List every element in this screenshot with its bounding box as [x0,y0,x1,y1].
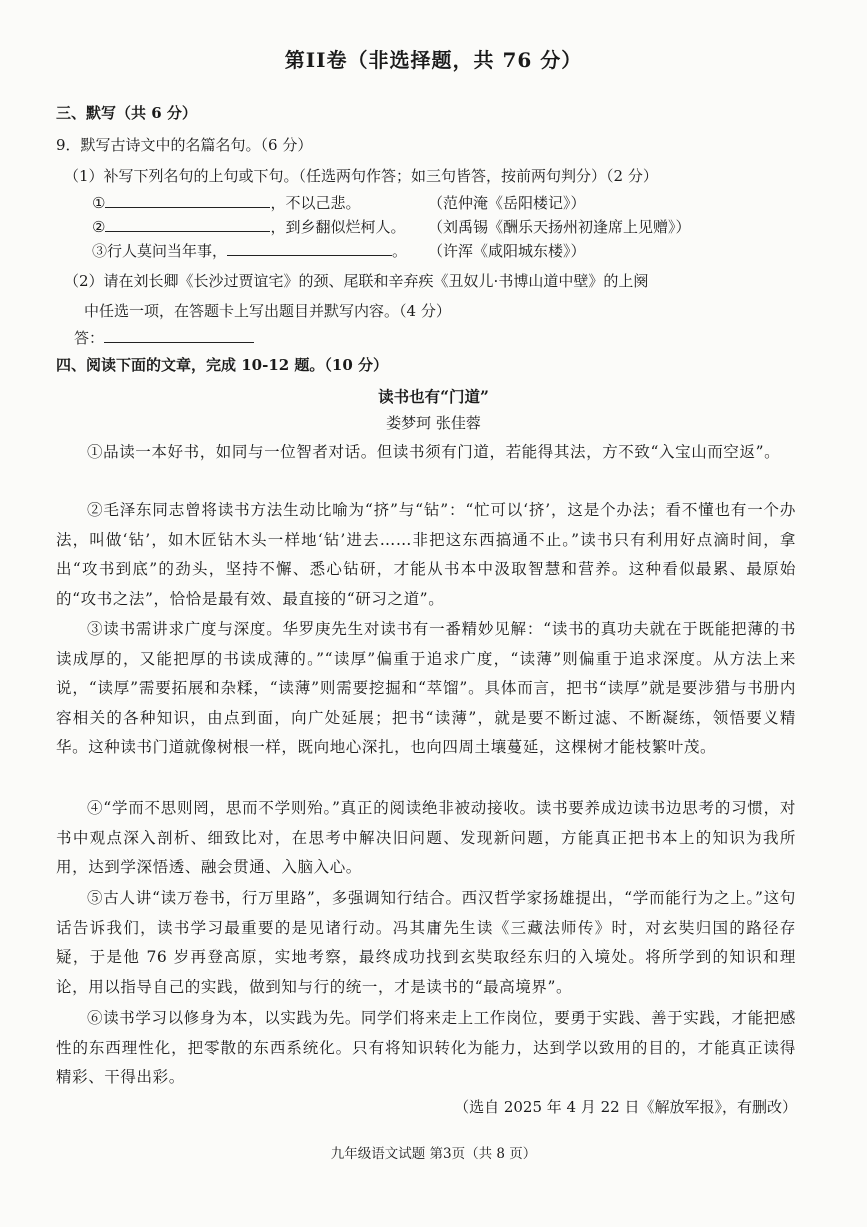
fill-blank-2[interactable] [105,217,270,232]
article-paragraph-1: ①品读一本好书，如同与一位智者对话。但读书须有门道，若能得其法，方不致“入宝山而空返”。 [87,443,781,461]
question-9-part2-line2: 中任选一项，在答题卡上写出题目并默写内容。（4 分） [84,302,451,320]
fill-item-1-source: （范仲淹《岳阳楼记》） [428,194,586,212]
article-paragraph-2: ②毛泽东同志曾将读书方法生动比喻为“挤”与“钻”：“忙可以‘挤’，这是个办法；看不懂也有一个办法，叫做‘钻’，如木匠钻木头一样地‘钻’进去……非把这东西搞通不止。”读书只有利用好点滴时间，拿出“攻书到底”的劲头，坚持不懈、悉心钻研，才能从书本中汲取智慧和营养。这种看似最累、最原始的“攻书之法”，恰恰是最有效、最直接的“研习之道”。 [56,501,796,608]
section4-heading: 四、阅读下面的文章，完成 10-12 题。（10 分） [56,356,389,374]
article-title: 读书也有“门道” [378,387,489,406]
answer-blank[interactable] [104,328,254,343]
fill-item-2-source: （刘禹锡《酬乐天扬州初逢席上见赠》） [428,218,691,236]
fill-blank-1[interactable] [105,193,270,208]
fill-item-2-number: ② [92,218,106,236]
fill-item-3-source: （许浑《咸阳城东楼》） [428,242,586,260]
fill-item-3-text: ③行人莫问当年事， [92,242,228,260]
question-9: 9．默写古诗文中的名篇名句。（6 分） [56,136,313,154]
article-paragraph-4: ④“学而不思则罔，思而不学则殆。”真正的阅读绝非被动接收。读书要养成边读书边思考的习惯，对书中观点深入剖析、细致比对，在思考中解决旧问题、发现新问题，方能真正把书本上的知识为我所用，达到学深悟透、融会贯通、入脑入心。 [56,799,796,876]
article-source: （选自 2025 年 4 月 22 日《解放军报》，有删改） [454,1098,797,1116]
page-footer: 九年级语文试题 第3页（共 8 页） [330,1146,537,1162]
page-title: 第II卷（非选择题，共 76 分） [284,48,583,72]
fill-item-1-text: ，不以己悲。 [270,194,361,212]
question-9-part2-line1: （2）请在刘长卿《长沙过贾谊宅》的颈、尾联和辛弃疾《丑奴儿·书博山道中壁》的上阕 [64,272,649,290]
question-9-part1: （1）补写下列名句的上句或下句。（任选两句作答；如三句皆答，按前两句判分）（2 分） [64,167,658,185]
section3-heading: 三、默写（共 6 分） [56,104,197,122]
article-paragraph-3: ③读书需讲求广度与深度。华罗庚先生对读书有一番精妙见解：“读书的真功夫就在于既能把薄的书读成厚的，又能把厚的书读成薄的。”“读厚”偏重于追求广度，“读薄”则偏重于追求深度。从方法上来说，“读厚”需要拓展和杂糅，“读薄”则需要挖掘和“萃馏”。具体而言，把书“读厚”就是要涉猎与书册内容相关的各种知识，由点到面，向广处延展；把书“读薄”，就是要不断过滤、不断凝练，领悟要义精华。这种读书门道就像树根一样，既向地心深扎，也向四周土壤蔓延，这棵树才能枝繁叶茂。 [56,620,796,756]
fill-item-1 [92,192,360,213]
fill-item-2-text: ，到乡翻似烂柯人。 [270,218,406,236]
answer-row [74,327,254,348]
fill-item-1-number: ① [92,194,106,212]
fill-blank-3[interactable] [227,241,392,256]
fill-item-2 [92,216,405,237]
article-paragraph-5: ⑤古人讲“读万卷书，行万里路”，多强调知行结合。西汉哲学家扬雄提出，“学而能行为之上。”这句话告诉我们，读书学习最重要的是见诸行动。冯其庸先生读《三藏法师传》时，对玄奘归国的路径存疑，于是他 76 岁再登高原，实地考察，最终成功找到玄奘取经东归的入境处。将所学到的知识和理论，用以指导自己的实践，做到知与行的统一，才是读书的“最高境界”。 [56,889,796,996]
article-paragraph-6: ⑥读书学习以修身为本，以实践为先。同学们将来走上工作岗位，要勇于实践、善于实践，才能把感性的东西理性化，把零散的东西系统化。只有将知识转化为能力，达到学以致用的目的，才能真正读得精彩、干得出彩。 [56,1009,796,1086]
answer-label: 答： [74,329,105,347]
article-authors: 娄梦珂 张佳蓉 [386,414,481,432]
fill-item-3 [92,240,407,261]
fill-item-3-end: 。 [392,242,408,260]
